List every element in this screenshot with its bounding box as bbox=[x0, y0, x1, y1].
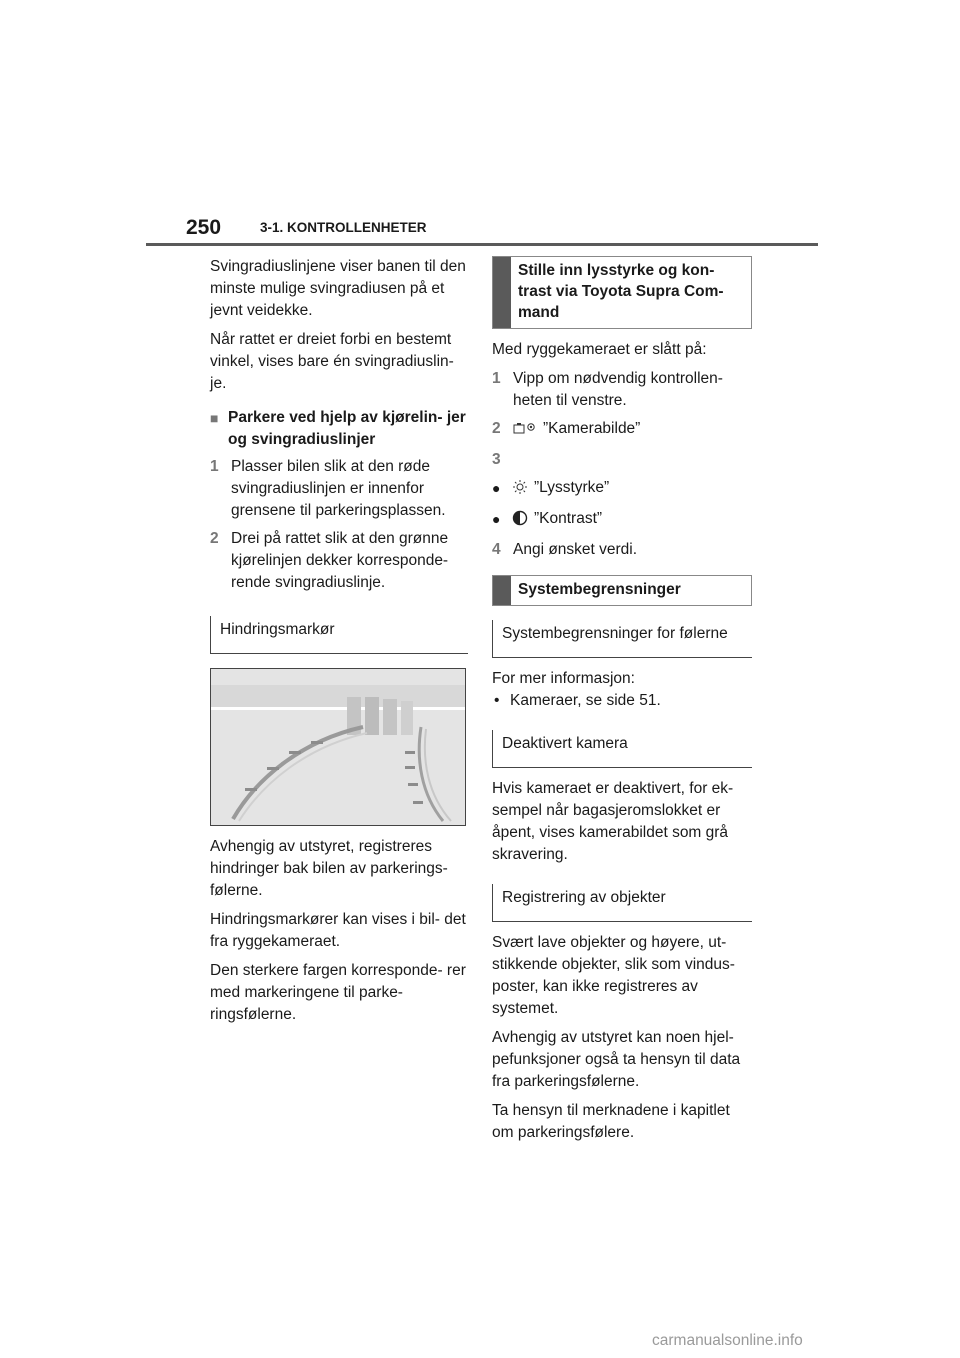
paragraph-registration-3: Ta hensyn til merknadene i kapitlet om parkeringsfølere. bbox=[492, 1102, 730, 1141]
step-text: Plasser bilen slik at den røde svingradiuslinjen er innenfor grensene til parkeringsplassen. bbox=[231, 458, 446, 519]
step-text bbox=[513, 449, 752, 471]
step-item bbox=[492, 368, 752, 412]
left-column bbox=[210, 256, 468, 1033]
step-text: Vipp om nødvendig kontrollen- heten til venstre. bbox=[513, 370, 723, 409]
section-title: 3-1. KONTROLLENHETER bbox=[260, 220, 427, 235]
bullet-text: ”Lysstyrke” bbox=[534, 479, 610, 496]
heading-bar bbox=[493, 257, 511, 328]
paragraph-registration-1: Svært lave objekter og høyere, ut- stikkende objekter, slik som vindus- poster, kan ikke registreres av systemet. bbox=[492, 934, 735, 1017]
label-obstacle-marker bbox=[210, 616, 468, 654]
label-text: Registrering av objekter bbox=[502, 889, 666, 906]
heading-system-limits bbox=[492, 575, 752, 606]
bullet-marker: ● bbox=[492, 511, 501, 527]
heading-brightness-contrast bbox=[492, 256, 752, 329]
bullet-marker: ● bbox=[492, 480, 501, 496]
contrast-icon bbox=[512, 510, 528, 533]
step-number: 3 bbox=[492, 451, 501, 468]
obstacle-marker bbox=[365, 697, 379, 735]
step-number: 2 bbox=[210, 530, 219, 547]
bullet-marker: • bbox=[494, 692, 500, 709]
label-sensor-limits bbox=[492, 620, 752, 658]
step-text: Angi ønsket verdi. bbox=[513, 541, 638, 558]
rear-camera-illustration bbox=[210, 668, 466, 826]
right-column bbox=[492, 256, 752, 1151]
intro-paragraph: Svingradiuslinjene viser banen til den minste mulige svingradiusen på et jevnt veidekke. bbox=[210, 258, 466, 319]
info-bullet bbox=[492, 690, 752, 712]
camera-settings-icon bbox=[513, 420, 537, 443]
subheading-text: Parkere ved hjelp av kjørelin- jer og svingradiuslinjer bbox=[228, 409, 466, 448]
watermark: carmanualsonline.info bbox=[652, 1332, 803, 1349]
step-item bbox=[492, 539, 752, 561]
step-text: Drei på rattet slik at den grønne kjørelinjen dekker korresponde- rende svingradiuslinje. bbox=[231, 530, 449, 591]
bullet-item bbox=[492, 508, 752, 533]
bullet-item bbox=[492, 477, 752, 502]
paragraph-deactivated: Hvis kameraet er deaktivert, for ek- sempel når bagasjeromslokket er åpent, vises kamerabildet som grå skravering. bbox=[492, 780, 734, 863]
camera-view-graphic bbox=[211, 669, 465, 825]
label-text: Systembegrensninger for følerne bbox=[502, 625, 728, 642]
step-item bbox=[492, 449, 752, 471]
link-camera-page[interactable]: Kameraer, se side 51. bbox=[510, 692, 661, 709]
paragraph-markers: Hindringsmarkører kan vises i bil- det fra ryggekameraet. bbox=[210, 911, 466, 950]
step-item bbox=[492, 418, 752, 443]
paragraph-color: Den sterkere fargen korresponde- rer med markeringene til parke- ringsfølerne. bbox=[210, 962, 466, 1023]
label-text: Deaktivert kamera bbox=[502, 735, 628, 752]
square-bullet-icon: ■ bbox=[210, 410, 219, 426]
brightness-icon bbox=[512, 479, 528, 502]
intro-camera-on: Med ryggekameraet er slått på: bbox=[492, 341, 707, 358]
step-number: 1 bbox=[492, 370, 501, 387]
step-item bbox=[210, 528, 468, 594]
obstacle-marker bbox=[383, 699, 397, 735]
label-object-registration bbox=[492, 884, 752, 922]
bullet-text: ”Kontrast” bbox=[534, 510, 603, 527]
step-number: 2 bbox=[492, 420, 501, 437]
label-deactivated-camera bbox=[492, 730, 752, 768]
step-number: 4 bbox=[492, 541, 501, 558]
step-text: ”Kamerabilde” bbox=[543, 420, 641, 437]
label-text: Hindringsmarkør bbox=[220, 621, 335, 638]
obstacle-marker bbox=[401, 701, 413, 735]
more-info-text: For mer informasjon: bbox=[492, 670, 635, 687]
paragraph-obstacles: Avhengig av utstyret, registreres hindringer bak bilen av parkerings- følerne. bbox=[210, 838, 448, 899]
header-divider bbox=[146, 243, 818, 246]
heading-bar bbox=[493, 576, 511, 605]
subheading-parking bbox=[210, 407, 468, 451]
heading-text: Stille inn lysstyrke og kon- trast via Toyota Supra Com- mand bbox=[518, 262, 724, 321]
page-number: 250 bbox=[186, 216, 222, 239]
step-number: 1 bbox=[210, 458, 219, 475]
step-item bbox=[210, 456, 468, 522]
heading-text: Systembegrensninger bbox=[518, 581, 681, 598]
paragraph-single-line: Når rattet er dreiet forbi en bestemt vinkel, vises bare én svingradiuslin- je. bbox=[210, 331, 454, 392]
paragraph-registration-2: Avhengig av utstyret kan noen hjel- pefunksjoner også ta hensyn til data fra parkeringsfølerne. bbox=[492, 1029, 741, 1090]
